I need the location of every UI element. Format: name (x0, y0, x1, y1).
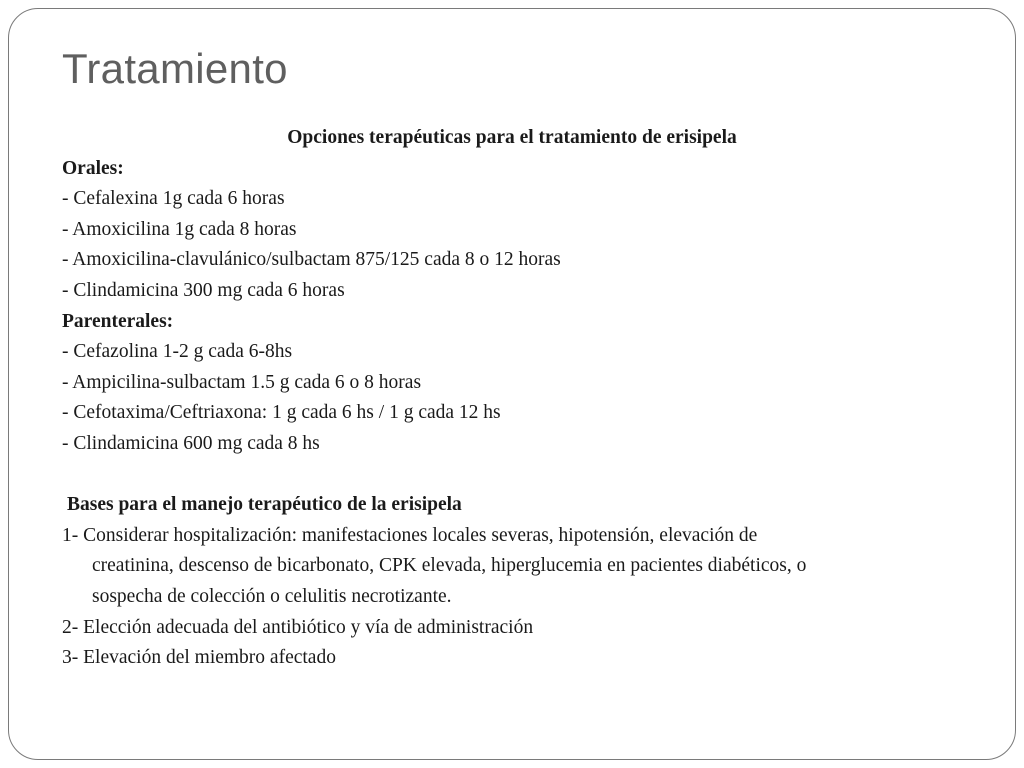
orales-item: - Amoxicilina 1g cada 8 horas (62, 218, 297, 240)
orales-item: - Clindamicina 300 mg cada 6 horas (62, 279, 345, 301)
slide-content (62, 123, 962, 674)
parenterales-item: - Ampicilina-sulbactam 1.5 g cada 6 o 8 horas (62, 371, 422, 393)
parenterales-item: - Clindamicina 600 mg cada 8 hs (62, 432, 320, 454)
parenterales-item: - Cefotaxima/Ceftriaxona: 1 g cada 6 hs / 1 g cada 12 hs (62, 402, 501, 424)
bases-item-1-continuation: creatinina, descenso de bicarbonato, CPK elevada, hiperglucemia en pacientes diabéticos, o (92, 555, 807, 577)
parenterales-label: Parenterales: (62, 310, 174, 332)
orales-label: Orales: (62, 157, 124, 179)
section-spacer (62, 460, 962, 491)
bases-item-1-continuation: sospecha de colección o celulitis necrotizante. (92, 585, 452, 607)
parenterales-item: - Cefazolina 1-2 g cada 6-8hs (62, 341, 293, 363)
orales-item: - Cefalexina 1g cada 6 horas (62, 188, 285, 210)
bases-heading: Bases para el manejo terapéutico de la erisipela (67, 494, 462, 516)
bases-item-1: 1- Considerar hospitalización: manifestaciones locales severas, hipotensión, elevación de (62, 524, 758, 546)
orales-item: - Amoxicilina-clavulánico/sulbactam 875/125 cada 8 o 12 horas (62, 249, 561, 271)
bases-item-3: 3- Elevación del miembro afectado (62, 647, 336, 669)
slide-title: Tratamiento (62, 45, 288, 92)
options-heading: Opciones terapéuticas para el tratamiento de erisipela (287, 127, 737, 148)
bases-item-2: 2- Elección adecuada del antibiótico y vía de administración (62, 616, 534, 638)
